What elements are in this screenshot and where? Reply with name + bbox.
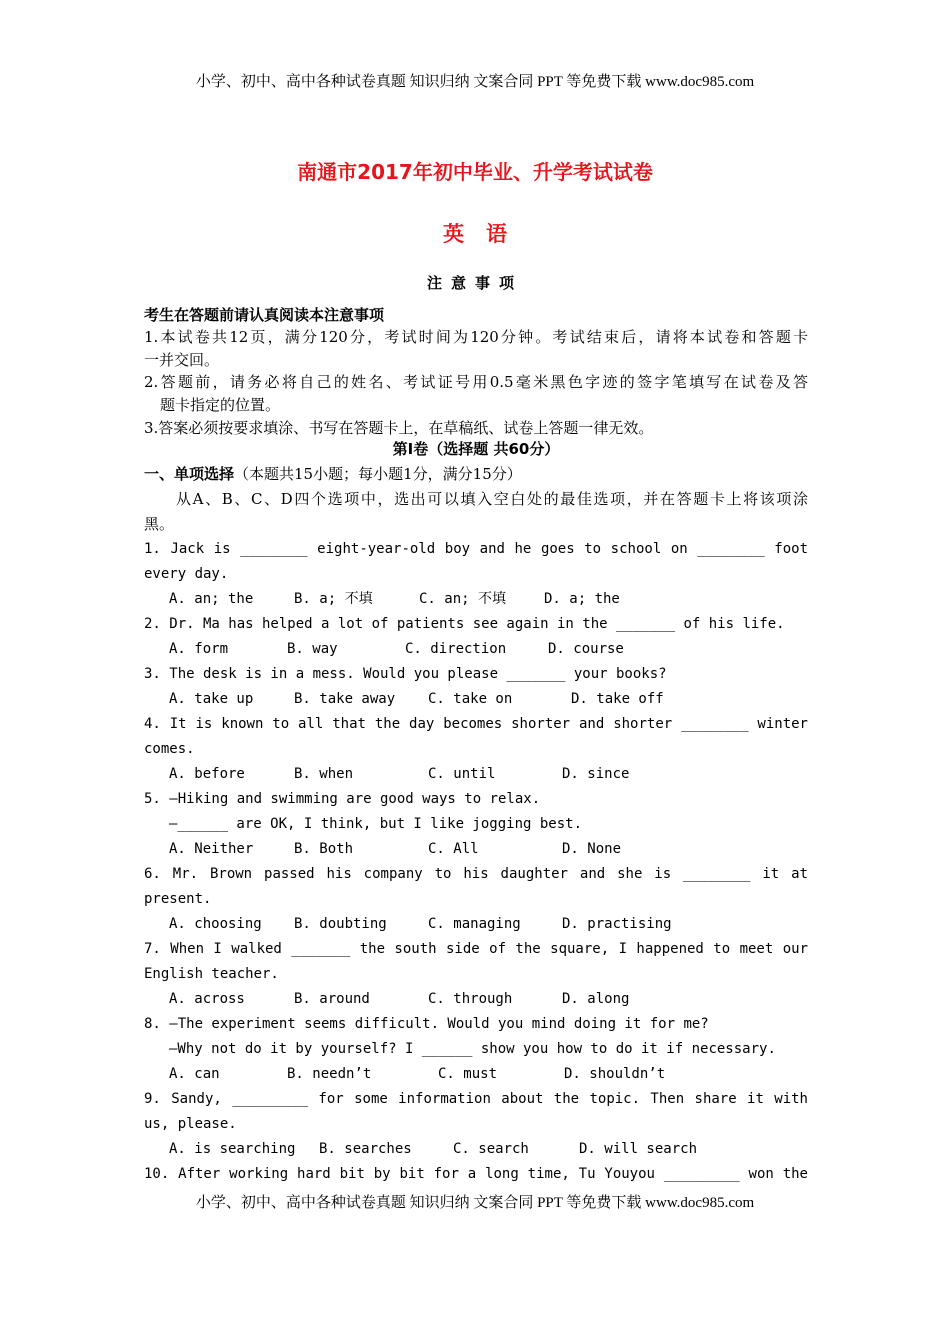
question-2-options	[144, 637, 808, 662]
question-1-option-d[interactable]: D. a; the	[544, 591, 620, 607]
section1-info: （本题共15小题；每小题1分，满分15分）	[234, 465, 522, 483]
page-header: 小学、初中、高中各种试卷真题 知识归纳 文案合同 PPT 等免费下载 www.doc985.com	[195, 74, 755, 90]
question-1-options	[144, 587, 808, 612]
exam-subject: 英语	[443, 222, 529, 246]
question-9-option-c[interactable]: C. search	[453, 1141, 529, 1157]
question-6-options	[144, 912, 808, 937]
question-7-option-c[interactable]: C. through	[428, 991, 513, 1007]
note-item-2a: 2.答题前，请务必将自己的姓名、考试证号用0.5毫米黑色字迹的签字笔填写在试卷及答	[144, 373, 808, 391]
question-6-option-c[interactable]: C. managing	[428, 916, 521, 932]
question-5-options	[144, 837, 808, 862]
question-7-line-2: English teacher.	[144, 966, 279, 982]
note-item-1a: 1.本试卷共12页，满分120分，考试时间为120分钟。考试结束后，请将本试卷和答题卡	[144, 328, 808, 346]
question-4-option-c[interactable]: C. until	[428, 766, 496, 782]
question-4-option-a[interactable]: A. before	[169, 766, 245, 782]
question-list	[144, 537, 808, 1187]
note-item-2b: 题卡指定的位置。	[160, 396, 281, 414]
question-2-option-b[interactable]: B. way	[287, 641, 338, 657]
question-5-option-c[interactable]: C. All	[428, 841, 479, 857]
notes-heading: 注意事项	[426, 274, 523, 292]
question-7-options	[144, 987, 808, 1012]
question-8-line-2: —Why not do it by yourself? I ______ show you how to do it if necessary.	[169, 1041, 776, 1057]
question-6-option-a[interactable]: A. choosing	[169, 916, 262, 932]
question-1-option-c[interactable]: C. an; 不填	[419, 591, 507, 607]
question-8-option-c[interactable]: C. must	[438, 1066, 498, 1082]
question-6-option-b[interactable]: B. doubting	[294, 916, 387, 932]
question-9-option-d[interactable]: D. will search	[579, 1141, 698, 1157]
question-1-line-2: every day.	[144, 566, 229, 582]
question-5-line-2: —______ are OK, I think, but I like jogging best.	[169, 816, 583, 832]
question-3-option-c[interactable]: C. take on	[428, 691, 513, 707]
question-5-line-1: 5. —Hiking and swimming are good ways to relax.	[144, 791, 541, 807]
question-4-line-1: 4. It is known to all that the day becomes shorter and shorter ________ winter	[144, 716, 808, 732]
note-item-1b: 一并交回。	[144, 351, 220, 369]
question-3-option-a[interactable]: A. take up	[169, 691, 254, 707]
note-item-3: 3.答案必须按要求填涂、书写在答题卡上，在草稿纸、试卷上答题一律无效。	[144, 419, 654, 437]
question-3-options	[144, 687, 808, 712]
section1-instructions-b: 黑。	[144, 515, 175, 533]
question-2-option-d[interactable]: D. course	[548, 641, 624, 657]
question-2-line-1: 2. Dr. Ma has helped a lot of patients see again in the _______ of his life.	[144, 616, 785, 632]
question-10-line-1: 10. After working hard bit by bit for a long time, Tu Youyou _________ won the	[144, 1166, 808, 1182]
question-6-option-d[interactable]: D. practising	[562, 916, 672, 932]
question-7-option-b[interactable]: B. around	[294, 991, 370, 1007]
question-9-option-b[interactable]: B. searches	[319, 1141, 412, 1157]
question-5-option-b[interactable]: B. Both	[294, 841, 354, 857]
question-8-option-d[interactable]: D. shouldn’t	[564, 1066, 666, 1082]
question-8-option-a[interactable]: A. can	[169, 1066, 220, 1082]
question-8-line-1: 8. —The experiment seems difficult. Would you mind doing it for me?	[144, 1016, 709, 1032]
question-4-options	[144, 762, 808, 787]
section1-instructions-a: 从A、B、C、D四个选项中，选出可以填入空白处的最佳选项，并在答题卡上将该项涂	[176, 490, 808, 508]
question-8-options	[144, 1062, 808, 1087]
notes-lead: 考生在答题前请认真阅读本注意事项	[144, 306, 385, 324]
question-2-option-c[interactable]: C. direction	[405, 641, 507, 657]
question-7-line-1: 7. When I walked _______ the south side of the square, I happened to meet our	[144, 941, 808, 957]
exam-title: 南通市2017年初中毕业、升学考试试卷	[297, 160, 653, 184]
question-9-option-a[interactable]: A. is searching	[169, 1141, 296, 1157]
question-4-option-d[interactable]: D. since	[562, 766, 630, 782]
question-5-option-a[interactable]: A. Neither	[169, 841, 254, 857]
question-3-option-d[interactable]: D. take off	[571, 691, 664, 707]
question-7-option-d[interactable]: D. along	[562, 991, 630, 1007]
question-1-option-b[interactable]: B. a; 不填	[294, 591, 373, 607]
question-4-option-b[interactable]: B. when	[294, 766, 354, 782]
section1-heading	[144, 462, 808, 487]
question-9-line-1: 9. Sandy, _________ for some information about the topic. Then share it with	[144, 1091, 808, 1107]
question-3-line-1: 3. The desk is in a mess. Would you please _______ your books?	[144, 666, 667, 682]
question-6-line-1: 6. Mr. Brown passed his company to his daughter and she is ________ it at	[144, 866, 808, 882]
question-9-options	[144, 1137, 808, 1162]
question-8-option-b[interactable]: B. needn’t	[287, 1066, 372, 1082]
question-5-option-d[interactable]: D. None	[562, 841, 622, 857]
question-7-option-a[interactable]: A. across	[169, 991, 245, 1007]
question-1-line-1: 1. Jack is ________ eight-year-old boy and he goes to school on ________ foot	[144, 541, 808, 557]
question-3-option-b[interactable]: B. take away	[294, 691, 396, 707]
page-footer: 小学、初中、高中各种试卷真题 知识归纳 文案合同 PPT 等免费下载 www.doc985.com	[195, 1195, 755, 1211]
section1-name: 一、单项选择	[144, 465, 235, 483]
part1-heading: 第Ⅰ卷（选择题 共60分）	[392, 440, 560, 458]
question-1-option-a[interactable]: A. an; the	[169, 591, 254, 607]
question-4-line-2: comes.	[144, 741, 195, 757]
question-2-option-a[interactable]: A. form	[169, 641, 229, 657]
question-9-line-2: us, please.	[144, 1116, 237, 1132]
question-6-line-2: present.	[144, 891, 212, 907]
exam-content	[144, 305, 808, 1187]
